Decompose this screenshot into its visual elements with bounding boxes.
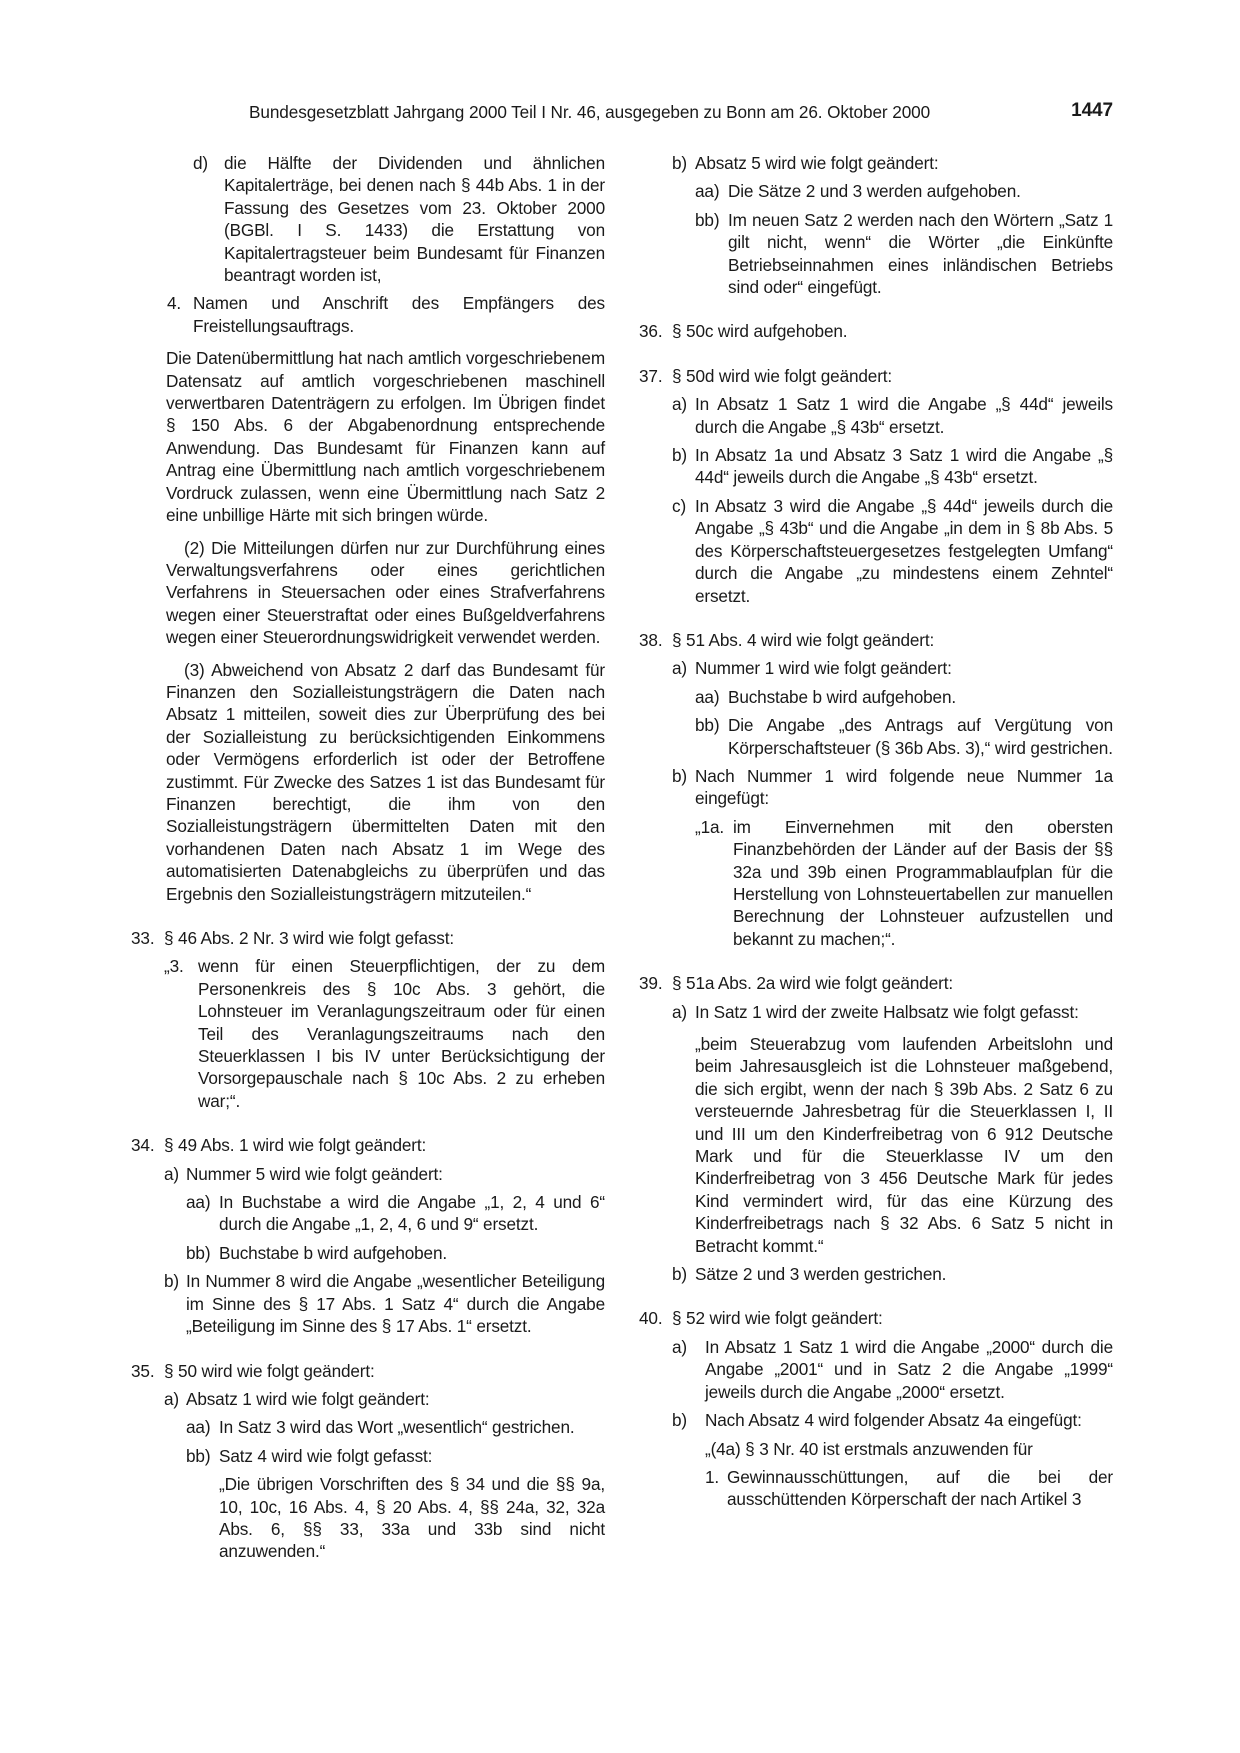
paragraph: Die Datenübermittlung hat nach amtlich vorgeschriebenem Datensatz auf amtlich vorgeschriebenen maschinell verwertbaren Datenträgern zu erfolgen. Im Übrigen findet § 150 Abs. 6 der Abgabenordnung entsprechende Anwendung. Das Bundesamt für Finanzen kann auf Antrag eine Übermittlung nach amtlich vorgeschriebenem Vordruck zulassen, wenn eine Übermittlung nach Satz 2 eine unbillige Härte mit sich bringen würde. (166, 348, 605, 526)
item-label: bb) (695, 715, 720, 736)
item-38 (639, 629, 1113, 651)
item-text: § 50c wird aufgehoben. (672, 321, 848, 342)
list-item-a (672, 393, 1113, 438)
item-text: § 51 Abs. 4 wird wie folgt geändert: (672, 629, 935, 650)
item-text: Gewinnausschüttungen, auf die bei der ausschüttenden Körperschaft der nach Artikel 3 (727, 1466, 1113, 1510)
item-text: die Hälfte der Dividenden und ähnlichen Kapitalerträge, bei denen nach § 44b Abs. 1 in der Fassung des Gesetzes vom 23. Oktober 2000 (BGBl. I S. 1433) die Erstattung von Kapitalertragsteuer beim Bundesamt für Finanzen beantragt worden ist, (224, 153, 605, 286)
item-number: 39. (639, 973, 663, 994)
item-text: Nach Nummer 1 wird folgende neue Nummer 1a eingefügt: (695, 765, 1113, 809)
list-item-a (164, 1163, 605, 1185)
item-label: a) (672, 1336, 687, 1357)
item-text: § 50d wird wie folgt geändert: (672, 365, 893, 386)
item-label: aa) (695, 181, 720, 202)
item-label: b) (672, 1264, 687, 1285)
right-column (639, 152, 1113, 1511)
list-item-a (672, 1336, 1113, 1403)
item-text: Nummer 1 wird wie folgt geändert: (695, 658, 952, 679)
item-label: aa) (186, 1417, 211, 1438)
item-text: Namen und Anschrift des Empfängers des Freistellungsauftrags. (193, 293, 605, 336)
item-number: 38. (639, 629, 663, 650)
list-item-aa (695, 180, 1113, 202)
quoted-item-1 (705, 1466, 1113, 1511)
item-text: In Nummer 8 wird die Angabe „wesentlicher Beteiligung im Sinne des § 17 Abs. 1 Satz 4“ durch die Angabe „Beteiligung im Sinne des § 17 Abs. 1“ ersetzt. (186, 1271, 605, 1337)
item-text: Satz 4 wird wie folgt gefasst: (219, 1445, 433, 1466)
list-item-b (164, 1270, 605, 1337)
item-label: a) (164, 1163, 179, 1184)
item-text: § 46 Abs. 2 Nr. 3 wird wie folgt gefasst: (164, 928, 455, 948)
item-text: im Einvernehmen mit den obersten Finanzbehörden der Länder auf der Basis der §§ 32a und 39b einen Programmablaufplan für die Herstellung von Lohnsteuertabellen zur manuellen Berechnung der Lohnsteuer aufzustellen und bekannt zu machen;“. (733, 816, 1113, 949)
item-text: In Absatz 1 Satz 1 wird die Angabe „§ 44d“ jeweils durch die Angabe „§ 43b“ ersetzt. (695, 394, 1113, 437)
list-item-bb (186, 1242, 605, 1264)
item-text: In Buchstabe a wird die Angabe „1, 2, 4 und 6“ durch die Angabe „1, 2, 4, 6 und 9“ ersetzt. (219, 1192, 605, 1235)
left-column (131, 152, 605, 1563)
item-label: a) (164, 1388, 179, 1409)
item-text: Absatz 5 wird wie folgt geändert: (695, 153, 939, 173)
list-item-b (672, 1409, 1113, 1431)
item-text: Buchstabe b wird aufgehoben. (728, 686, 956, 707)
item-number: 35. (131, 1360, 155, 1381)
item-label: b) (164, 1271, 179, 1292)
item-label: b) (672, 153, 687, 173)
list-item-a (672, 657, 1113, 679)
item-label: aa) (186, 1192, 211, 1213)
item-label: bb) (186, 1242, 211, 1263)
item-number: 37. (639, 365, 663, 386)
item-text: Die Sätze 2 und 3 werden aufgehoben. (728, 181, 1021, 202)
item-number: 34. (131, 1135, 155, 1156)
item-text: In Satz 1 wird der zweite Halbsatz wie folgt gefasst: (695, 1001, 1079, 1022)
item-33 (131, 927, 605, 949)
item-36 (639, 320, 1113, 342)
item-number: 40. (639, 1308, 663, 1329)
item-39 (639, 972, 1113, 994)
item-label: a) (672, 658, 687, 679)
item-label: bb) (695, 209, 720, 230)
item-label: c) (672, 495, 687, 516)
list-item-c (672, 495, 1113, 607)
list-item-aa (186, 1191, 605, 1236)
list-item-aa (695, 686, 1113, 708)
item-label: aa) (695, 686, 720, 707)
item-text: Im neuen Satz 2 werden nach den Wörtern „Satz 1 gilt nicht, wenn“ die Wörter „die Einkünfte Betriebseinnahmen eines inländischen Betriebs sind oder“ eingefügt. (728, 209, 1113, 298)
item-text: In Absatz 1a und Absatz 3 Satz 1 wird die Angabe „§ 44d“ jeweils durch die Angabe „§ 43b“ ersetzt. (695, 445, 1113, 488)
item-text: § 49 Abs. 1 wird wie folgt geändert: (164, 1135, 427, 1156)
item-35 (131, 1360, 605, 1382)
quoted-intro: „(4a) § 3 Nr. 40 ist erstmals anzuwenden für (705, 1438, 1033, 1459)
item-text: § 51a Abs. 2a wird wie folgt geändert: (672, 973, 953, 994)
item-text: Die Angabe „des Antrags auf Vergütung von Körperschaftsteuer (§ 36b Abs. 3),“ wird gestrichen. (728, 715, 1113, 758)
item-text: Nummer 5 wird wie folgt geändert: (186, 1163, 443, 1184)
item-text: Buchstabe b wird aufgehoben. (219, 1242, 447, 1263)
item-label: „3. (164, 956, 184, 977)
item-text: § 50 wird wie folgt geändert: (164, 1360, 375, 1381)
list-item-b (672, 765, 1113, 810)
item-text: In Absatz 1 Satz 1 wird die Angabe „2000“ durch die Angabe „2001“ und in Satz 2 die Angabe „1999“ jeweils durch die Angabe „2000“ ersetzt. (705, 1336, 1113, 1402)
page-number: 1447 (1071, 100, 1113, 121)
item-text: Nach Absatz 4 wird folgender Absatz 4a eingefügt: (705, 1410, 1082, 1431)
list-item-aa (186, 1416, 605, 1438)
quoted-text: „beim Steuerabzug vom laufenden Arbeitslohn und beim Jahresausgleich ist die Lohnsteuer maßgebend, die sich ergibt, wenn der nach § 39b Abs. 2 Satz 6 zu versteuernde Jahresbetrag für die Steuerklassen I, II und III um den Kinderfreibetrag von 6 912 Deutsche Mark und für die Steuerklasse IV um den Kinderfreibetrag von 3 456 Deutsche Mark für jedes Kind vermindert wird, für das eine Kürzung des Kinderfreibetrags nach § 32 Abs. 6 Satz 5 nicht in Betracht kommt.“ (695, 1034, 1113, 1256)
item-label: d) (193, 153, 208, 173)
item-number: 33. (131, 928, 155, 948)
list-item-d (193, 152, 605, 286)
list-item-a (164, 1388, 605, 1410)
paragraph-3: (3) Abweichend von Absatz 2 darf das Bundesamt für Finanzen den Sozialleistungsträgern die Daten nach Absatz 1 mitteilen, soweit dies zur Überprüfung des bei der Sozialleistung zu berücksichtigenden Einkommens oder Vermögens erforderlich ist oder der Betroffene zustimmt. Für Zwecke des Satzes 1 ist das Bundesamt für Finanzen berechtigt, die ihm von den Sozialleistungsträgern übermittelten Daten mit den vorhandenen Daten nach Absatz 1 im Wege des automatisierten Datenabgleichs zu überprüfen und das Ergebnis den Sozialleistungsträgern mitzuteilen.“ (166, 659, 605, 904)
list-item-bb (695, 209, 1113, 299)
quoted-item-3 (164, 955, 605, 1112)
item-label: b) (672, 765, 687, 786)
list-item-bb (186, 1445, 605, 1467)
item-text: In Absatz 3 wird die Angabe „§ 44d“ jeweils durch die Angabe „§ 43b“ und die Angabe „in dem in § 8b Abs. 5 des Körperschaftsteuergesetzes festgelegten Umfang“ durch die Angabe „zu mindestens einem Zehntel“ ersetzt. (695, 495, 1113, 606)
item-label: a) (672, 394, 687, 415)
paragraph-2: (2) Die Mitteilungen dürfen nur zur Durchführung eines Verwaltungsverfahrens oder eines gerichtlichen Verfahrens in Steuersachen oder eines Strafverfahrens wegen einer Steuerstraftat oder eines Bußgeldverfahrens wegen einer Steuerordnungswidrigkeit verwendet werden. (166, 537, 605, 648)
item-text: In Satz 3 wird das Wort „wesentlich“ gestrichen. (219, 1417, 575, 1438)
item-34 (131, 1134, 605, 1156)
item-text: § 52 wird wie folgt geändert: (672, 1308, 883, 1329)
list-item-b (672, 1263, 1113, 1285)
running-title: Bundesgesetzblatt Jahrgang 2000 Teil I Nr. 46, ausgegeben zu Bonn am 26. Oktober 2000 (249, 102, 931, 122)
item-text: Absatz 1 wird wie folgt geändert: (186, 1388, 430, 1409)
item-text: Sätze 2 und 3 werden gestrichen. (695, 1264, 947, 1285)
item-label: a) (672, 1001, 687, 1022)
item-37 (639, 365, 1113, 387)
item-label: 4. (167, 293, 182, 314)
quoted-text: „Die übrigen Vorschriften des § 34 und die §§ 9a, 10, 10c, 16 Abs. 4, § 20 Abs. 4, §§ 24a, 32, 32a Abs. 6, §§ 33, 33a und 33b sind nicht anzuwenden.“ (219, 1474, 605, 1562)
item-40 (639, 1307, 1113, 1329)
item-number: 36. (639, 321, 663, 342)
item-label: „1a. (695, 816, 725, 837)
quoted-item-1a (695, 816, 1113, 950)
list-item-b (672, 444, 1113, 489)
item-text: wenn für einen Steuerpflichtigen, der zu dem Personenkreis des § 10c Abs. 3 gehört, die Lohnsteuer im Veranlagungszeitraum oder für einen Teil des Veranlagungszeitraums nach den Steuerklassen I bis IV unter Berücksichtigung der Vorsorgepauschale nach § 10c Abs. 2 zu erheben war;“. (198, 956, 605, 1111)
item-label: bb) (186, 1445, 211, 1466)
item-label: b) (672, 1410, 687, 1431)
list-item-a (672, 1001, 1113, 1023)
item-label: 1. (705, 1466, 720, 1487)
list-item-bb (695, 714, 1113, 759)
list-item-b (672, 152, 1113, 174)
item-label: b) (672, 445, 687, 466)
list-item-4 (167, 292, 605, 337)
